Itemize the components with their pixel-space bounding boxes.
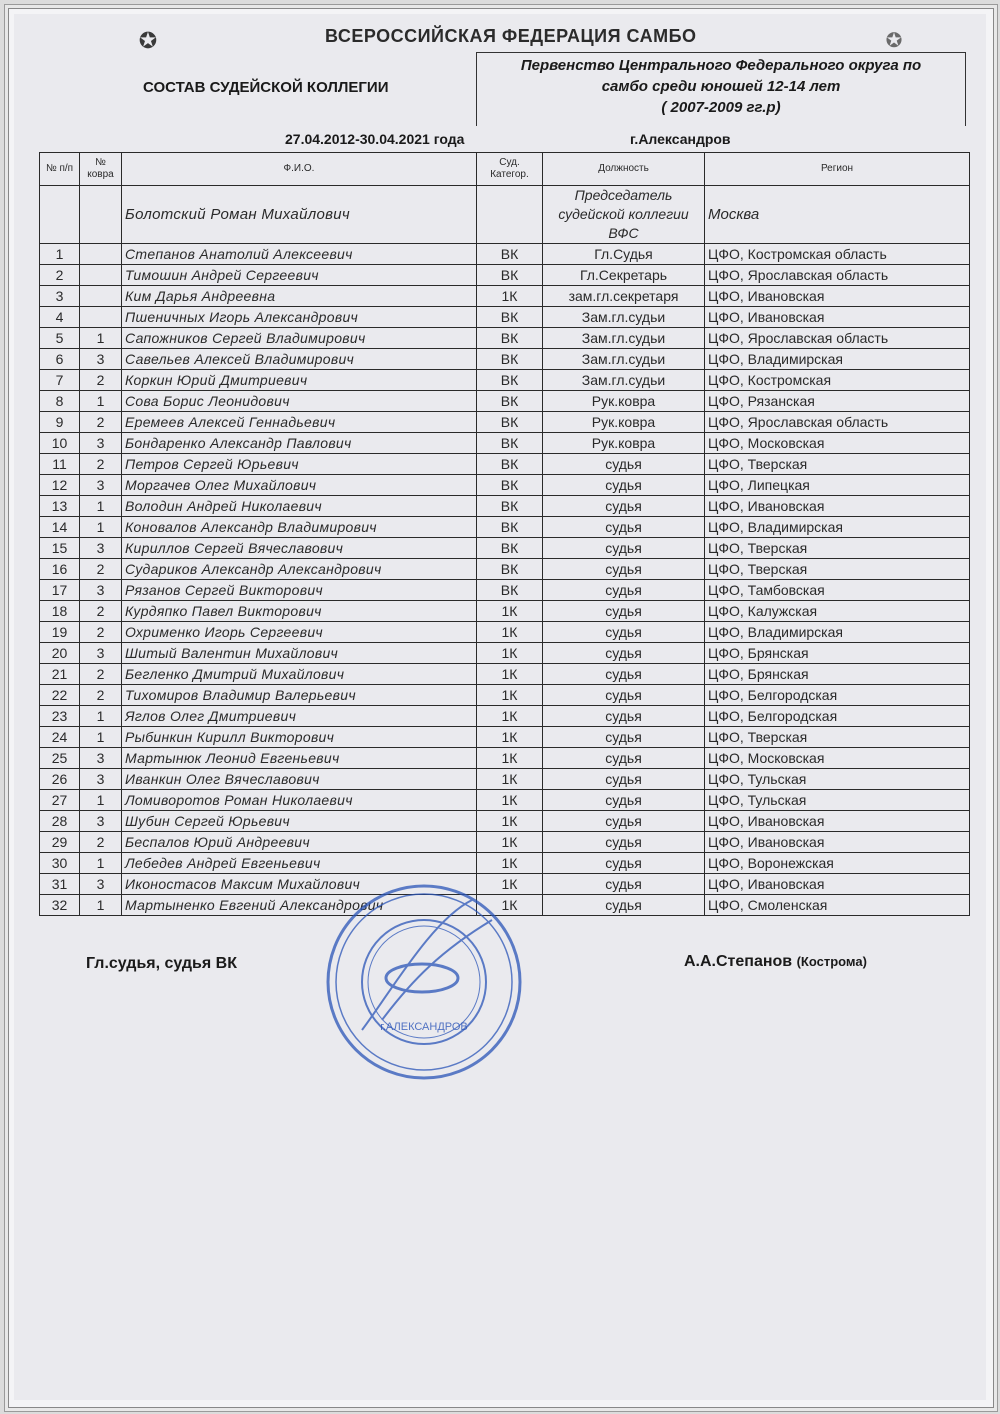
cell-fio: Пшеничных Игорь Александрович	[122, 307, 477, 328]
cell-fio: Рязанов Сергей Викторович	[122, 580, 477, 601]
cell-category: 1К	[477, 832, 543, 853]
cell-category: ВК	[477, 433, 543, 454]
cell-mat: 1	[80, 706, 122, 727]
cell-mat: 1	[80, 895, 122, 916]
cell-mat: 3	[80, 580, 122, 601]
cell-category: 1К	[477, 748, 543, 769]
table-row	[40, 853, 970, 874]
cell-category: ВК	[477, 391, 543, 412]
cell-mat: 2	[80, 664, 122, 685]
cell-category: ВК	[477, 328, 543, 349]
cell-fio: Курдяпко Павел Викторович	[122, 601, 477, 622]
cell-num: 17	[40, 580, 80, 601]
cell-position: судья	[543, 853, 705, 874]
cell-position: судья	[543, 601, 705, 622]
table-row	[40, 370, 970, 391]
table-row	[40, 265, 970, 286]
table-row	[40, 286, 970, 307]
cell-num: 18	[40, 601, 80, 622]
signature-name: А.А.Степанов	[684, 953, 793, 970]
chairman-position: Председатель судейской коллегии ВФС	[543, 186, 705, 244]
cell-mat: 1	[80, 853, 122, 874]
cell-category: ВК	[477, 517, 543, 538]
table-row	[40, 559, 970, 580]
table-row	[40, 475, 970, 496]
cell-fio: Судариков Александр Александрович	[122, 559, 477, 580]
cell-region: ЦФО, Смоленская	[705, 895, 970, 916]
cell-mat: 1	[80, 727, 122, 748]
cell-fio: Петров Сергей Юрьевич	[122, 454, 477, 475]
cell-region: ЦФО, Тульская	[705, 790, 970, 811]
cell-position: Рук.ковра	[543, 412, 705, 433]
cell-mat: 2	[80, 601, 122, 622]
cell-region: ЦФО, Ивановская	[705, 286, 970, 307]
cell-region: ЦФО, Ивановская	[705, 811, 970, 832]
cell-num: 24	[40, 727, 80, 748]
cell-num: 11	[40, 454, 80, 475]
cell-category: 1К	[477, 685, 543, 706]
column-header-region: Регион	[705, 153, 970, 186]
column-header-category: Суд. Категор.	[477, 153, 543, 186]
cell-fio: Охрименко Игорь Сергеевич	[122, 622, 477, 643]
cell-mat: 2	[80, 370, 122, 391]
cell-fio: Тимошин Андрей Сергеевич	[122, 265, 477, 286]
cell-fio: Степанов Анатолий Алексеевич	[122, 244, 477, 265]
cell-mat: 3	[80, 475, 122, 496]
cell-fio: Володин Андрей Николаевич	[122, 496, 477, 517]
cell-category: 1К	[477, 727, 543, 748]
cell-category: ВК	[477, 244, 543, 265]
cell-num: 8	[40, 391, 80, 412]
cell-fio: Иконостасов Максим Михайлович	[122, 874, 477, 895]
cell-region: ЦФО, Брянская	[705, 643, 970, 664]
event-city: г.Александров	[630, 131, 731, 147]
cell-mat: 3	[80, 643, 122, 664]
cell-position: судья	[543, 895, 705, 916]
cell-category: ВК	[477, 349, 543, 370]
cell-num: 27	[40, 790, 80, 811]
table-row	[40, 391, 970, 412]
cell-region: ЦФО, Ивановская	[705, 307, 970, 328]
table-row	[40, 496, 970, 517]
column-header-num: № п/п	[40, 153, 80, 186]
sambo-star-emblem-icon: ✪	[885, 30, 903, 52]
cell-fio: Коркин Юрий Дмитриевич	[122, 370, 477, 391]
cell-mat: 1	[80, 496, 122, 517]
cell-num: 5	[40, 328, 80, 349]
cell-fio: Бегленко Дмитрий Михайлович	[122, 664, 477, 685]
cell-region: ЦФО, Калужская	[705, 601, 970, 622]
cell-region: ЦФО, Владимирская	[705, 349, 970, 370]
signature-role: Гл.судья, судья ВК	[86, 955, 237, 972]
table-row	[40, 244, 970, 265]
cell-category: 1К	[477, 769, 543, 790]
cell-region: ЦФО, Липецкая	[705, 475, 970, 496]
cell-category: 1К	[477, 790, 543, 811]
table-row	[40, 769, 970, 790]
stamp-text: г.АЛЕКСАНДРОВ	[380, 1021, 468, 1033]
cell-position: Рук.ковра	[543, 433, 705, 454]
cell-category: ВК	[477, 370, 543, 391]
table-row	[40, 685, 970, 706]
cell-mat: 3	[80, 349, 122, 370]
table-row	[40, 580, 970, 601]
judges-table	[39, 152, 970, 916]
table-row	[40, 811, 970, 832]
cell-category: 1К	[477, 706, 543, 727]
cell-fio: Мартынюк Леонид Евгеньевич	[122, 748, 477, 769]
cell-position: Рук.ковра	[543, 391, 705, 412]
cell-position: судья	[543, 706, 705, 727]
cell-num: 21	[40, 664, 80, 685]
cell-category: 1К	[477, 874, 543, 895]
cell-region: ЦФО, Владимирская	[705, 622, 970, 643]
cell-num: 31	[40, 874, 80, 895]
cell-fio: Рыбинкин Кирилл Викторович	[122, 727, 477, 748]
column-header-mat: № ковра	[80, 153, 122, 186]
cell-num: 32	[40, 895, 80, 916]
cell-num: 30	[40, 853, 80, 874]
table-row	[40, 790, 970, 811]
cell-num: 1	[40, 244, 80, 265]
cell-region: ЦФО, Белгородская	[705, 685, 970, 706]
cell-region: ЦФО, Тверская	[705, 538, 970, 559]
cell-region: ЦФО, Тамбовская	[705, 580, 970, 601]
cell-mat: 3	[80, 748, 122, 769]
cell-num: 10	[40, 433, 80, 454]
organization-title: ВСЕРОССИЙСКАЯ ФЕДЕРАЦИЯ САМБО	[325, 26, 697, 46]
table-row	[40, 517, 970, 538]
cell-region: ЦФО, Тверская	[705, 454, 970, 475]
table-row	[40, 748, 970, 769]
cell-mat: 3	[80, 433, 122, 454]
cell-category: ВК	[477, 475, 543, 496]
cell-position: судья	[543, 874, 705, 895]
cell-fio: Беспалов Юрий Андреевич	[122, 832, 477, 853]
cell-mat: 1	[80, 391, 122, 412]
cell-category: 1К	[477, 664, 543, 685]
cell-mat: 2	[80, 832, 122, 853]
cell-num: 29	[40, 832, 80, 853]
cell-mat: 2	[80, 622, 122, 643]
cell-position: судья	[543, 475, 705, 496]
cell-region: ЦФО, Костромская область	[705, 244, 970, 265]
cell-region: ЦФО, Ярославская область	[705, 265, 970, 286]
cell-mat: 1	[80, 790, 122, 811]
cell-mat: 1	[80, 328, 122, 349]
official-round-stamp	[322, 880, 527, 1085]
cell-mat	[80, 286, 122, 307]
cell-position: судья	[543, 664, 705, 685]
cell-num: 19	[40, 622, 80, 643]
cell-fio: Моргачев Олег Михайлович	[122, 475, 477, 496]
cell-position: судья	[543, 454, 705, 475]
chairman-row	[40, 186, 970, 244]
cell-category: ВК	[477, 454, 543, 475]
cell-mat: 3	[80, 538, 122, 559]
cell-position: судья	[543, 748, 705, 769]
cell-mat	[80, 307, 122, 328]
cell-position: судья	[543, 643, 705, 664]
cell-mat: 3	[80, 769, 122, 790]
cell-fio: Тихомиров Владимир Валерьевич	[122, 685, 477, 706]
cell-num: 4	[40, 307, 80, 328]
cell-mat	[80, 265, 122, 286]
table-row	[40, 706, 970, 727]
cell-num: 26	[40, 769, 80, 790]
cell-num: 6	[40, 349, 80, 370]
cell-position: судья	[543, 622, 705, 643]
cell-category: 1К	[477, 643, 543, 664]
cell-category	[477, 186, 543, 244]
table-row	[40, 832, 970, 853]
cell-region: ЦФО, Белгородская	[705, 706, 970, 727]
cell-fio: Савельев Алексей Владимирович	[122, 349, 477, 370]
table-header-row	[40, 153, 970, 186]
cell-position: судья	[543, 685, 705, 706]
cell-position: судья	[543, 538, 705, 559]
cell-num: 12	[40, 475, 80, 496]
cell-num: 28	[40, 811, 80, 832]
cell-num	[40, 186, 80, 244]
cell-fio: Яглов Олег Дмитриевич	[122, 706, 477, 727]
cell-region: ЦФО, Ярославская область	[705, 412, 970, 433]
table-row	[40, 433, 970, 454]
chairman-region: Москва	[705, 186, 970, 244]
cell-position: судья	[543, 496, 705, 517]
cell-num: 13	[40, 496, 80, 517]
event-dates: 27.04.2012-30.04.2021 года	[285, 131, 465, 147]
table-row	[40, 727, 970, 748]
cell-fio: Сапожников Сергей Владимирович	[122, 328, 477, 349]
cell-region: ЦФО, Ивановская	[705, 832, 970, 853]
cell-mat: 2	[80, 685, 122, 706]
cell-position: Зам.гл.судьи	[543, 370, 705, 391]
cell-position: Гл.Судья	[543, 244, 705, 265]
table-row	[40, 601, 970, 622]
event-title-line: ( 2007-2009 гг.р)	[661, 99, 781, 116]
cell-region: ЦФО, Ярославская область	[705, 328, 970, 349]
cell-mat: 2	[80, 559, 122, 580]
signature-block	[684, 953, 867, 971]
cell-category: ВК	[477, 265, 543, 286]
judge-rows	[40, 244, 970, 916]
cell-category: 1К	[477, 286, 543, 307]
cell-num: 15	[40, 538, 80, 559]
signature-city: (Кострома)	[796, 954, 867, 969]
table-row	[40, 307, 970, 328]
cell-mat: 3	[80, 874, 122, 895]
cell-fio: Мартыненко Евгений Александрович	[122, 895, 477, 916]
cell-category: ВК	[477, 496, 543, 517]
cell-mat: 2	[80, 454, 122, 475]
cell-region: ЦФО, Костромская	[705, 370, 970, 391]
cell-num: 7	[40, 370, 80, 391]
cell-region: ЦФО, Тульская	[705, 769, 970, 790]
cell-position: судья	[543, 727, 705, 748]
cell-category: 1К	[477, 811, 543, 832]
cell-region: ЦФО, Воронежская	[705, 853, 970, 874]
cell-num: 22	[40, 685, 80, 706]
table-row	[40, 538, 970, 559]
cell-mat	[80, 186, 122, 244]
table-row	[40, 412, 970, 433]
cell-mat: 1	[80, 517, 122, 538]
cell-category: 1К	[477, 622, 543, 643]
cell-region: ЦФО, Ивановская	[705, 496, 970, 517]
table-row	[40, 643, 970, 664]
cell-category: ВК	[477, 559, 543, 580]
sambo-star-emblem-icon: ✪	[138, 28, 158, 53]
cell-category: 1К	[477, 853, 543, 874]
cell-position: судья	[543, 517, 705, 538]
cell-fio: Коновалов Александр Владимирович	[122, 517, 477, 538]
cell-fio: Шитый Валентин Михайлович	[122, 643, 477, 664]
cell-category: ВК	[477, 538, 543, 559]
cell-num: 14	[40, 517, 80, 538]
cell-category: ВК	[477, 580, 543, 601]
event-title-line: самбо среди юношей 12-14 лет	[601, 78, 841, 95]
cell-num: 2	[40, 265, 80, 286]
cell-fio: Еремеев Алексей Геннадьевич	[122, 412, 477, 433]
cell-region: ЦФО, Брянская	[705, 664, 970, 685]
cell-region: ЦФО, Московская	[705, 748, 970, 769]
cell-fio: Сова Борис Леонидович	[122, 391, 477, 412]
cell-mat	[80, 244, 122, 265]
chairman-name: Болотский Роман Михайлович	[122, 186, 477, 244]
cell-position: зам.гл.секретаря	[543, 286, 705, 307]
column-header-position: Должность	[543, 153, 705, 186]
event-title-box	[476, 52, 966, 126]
cell-num: 9	[40, 412, 80, 433]
cell-category: ВК	[477, 307, 543, 328]
cell-position: судья	[543, 580, 705, 601]
table-row	[40, 622, 970, 643]
cell-num: 3	[40, 286, 80, 307]
cell-position: судья	[543, 790, 705, 811]
table-row	[40, 454, 970, 475]
cell-region: ЦФО, Тверская	[705, 559, 970, 580]
cell-position: судья	[543, 559, 705, 580]
cell-mat: 3	[80, 811, 122, 832]
cell-fio: Шубин Сергей Юрьевич	[122, 811, 477, 832]
table-row	[40, 349, 970, 370]
cell-position: Зам.гл.судьи	[543, 349, 705, 370]
cell-fio: Иванкин Олег Вячеславович	[122, 769, 477, 790]
cell-category: 1К	[477, 601, 543, 622]
cell-fio: Бондаренко Александр Павлович	[122, 433, 477, 454]
cell-category: ВК	[477, 412, 543, 433]
cell-region: ЦФО, Московская	[705, 433, 970, 454]
cell-position: Зам.гл.судьи	[543, 328, 705, 349]
cell-fio: Лебедев Андрей Евгеньевич	[122, 853, 477, 874]
cell-position: судья	[543, 811, 705, 832]
cell-mat: 2	[80, 412, 122, 433]
collegium-title: СОСТАВ СУДЕЙСКОЙ КОЛЛЕГИИ	[143, 79, 389, 96]
cell-num: 25	[40, 748, 80, 769]
table-row	[40, 664, 970, 685]
cell-num: 16	[40, 559, 80, 580]
cell-position: судья	[543, 769, 705, 790]
event-title-line: Первенство Центрального Федерального округа по	[520, 57, 922, 74]
cell-position: Гл.Секретарь	[543, 265, 705, 286]
cell-region: ЦФО, Владимирская	[705, 517, 970, 538]
cell-fio: Кириллов Сергей Вячеславович	[122, 538, 477, 559]
cell-fio: Ломиворотов Роман Николаевич	[122, 790, 477, 811]
cell-region: ЦФО, Тверская	[705, 727, 970, 748]
table-row	[40, 328, 970, 349]
cell-region: ЦФО, Рязанская	[705, 391, 970, 412]
cell-num: 20	[40, 643, 80, 664]
cell-num: 23	[40, 706, 80, 727]
cell-category: 1К	[477, 895, 543, 916]
column-header-fio: Ф.И.О.	[122, 153, 477, 186]
cell-fio: Ким Дарья Андреевна	[122, 286, 477, 307]
cell-position: судья	[543, 832, 705, 853]
cell-region: ЦФО, Ивановская	[705, 874, 970, 895]
cell-position: Зам.гл.судьи	[543, 307, 705, 328]
